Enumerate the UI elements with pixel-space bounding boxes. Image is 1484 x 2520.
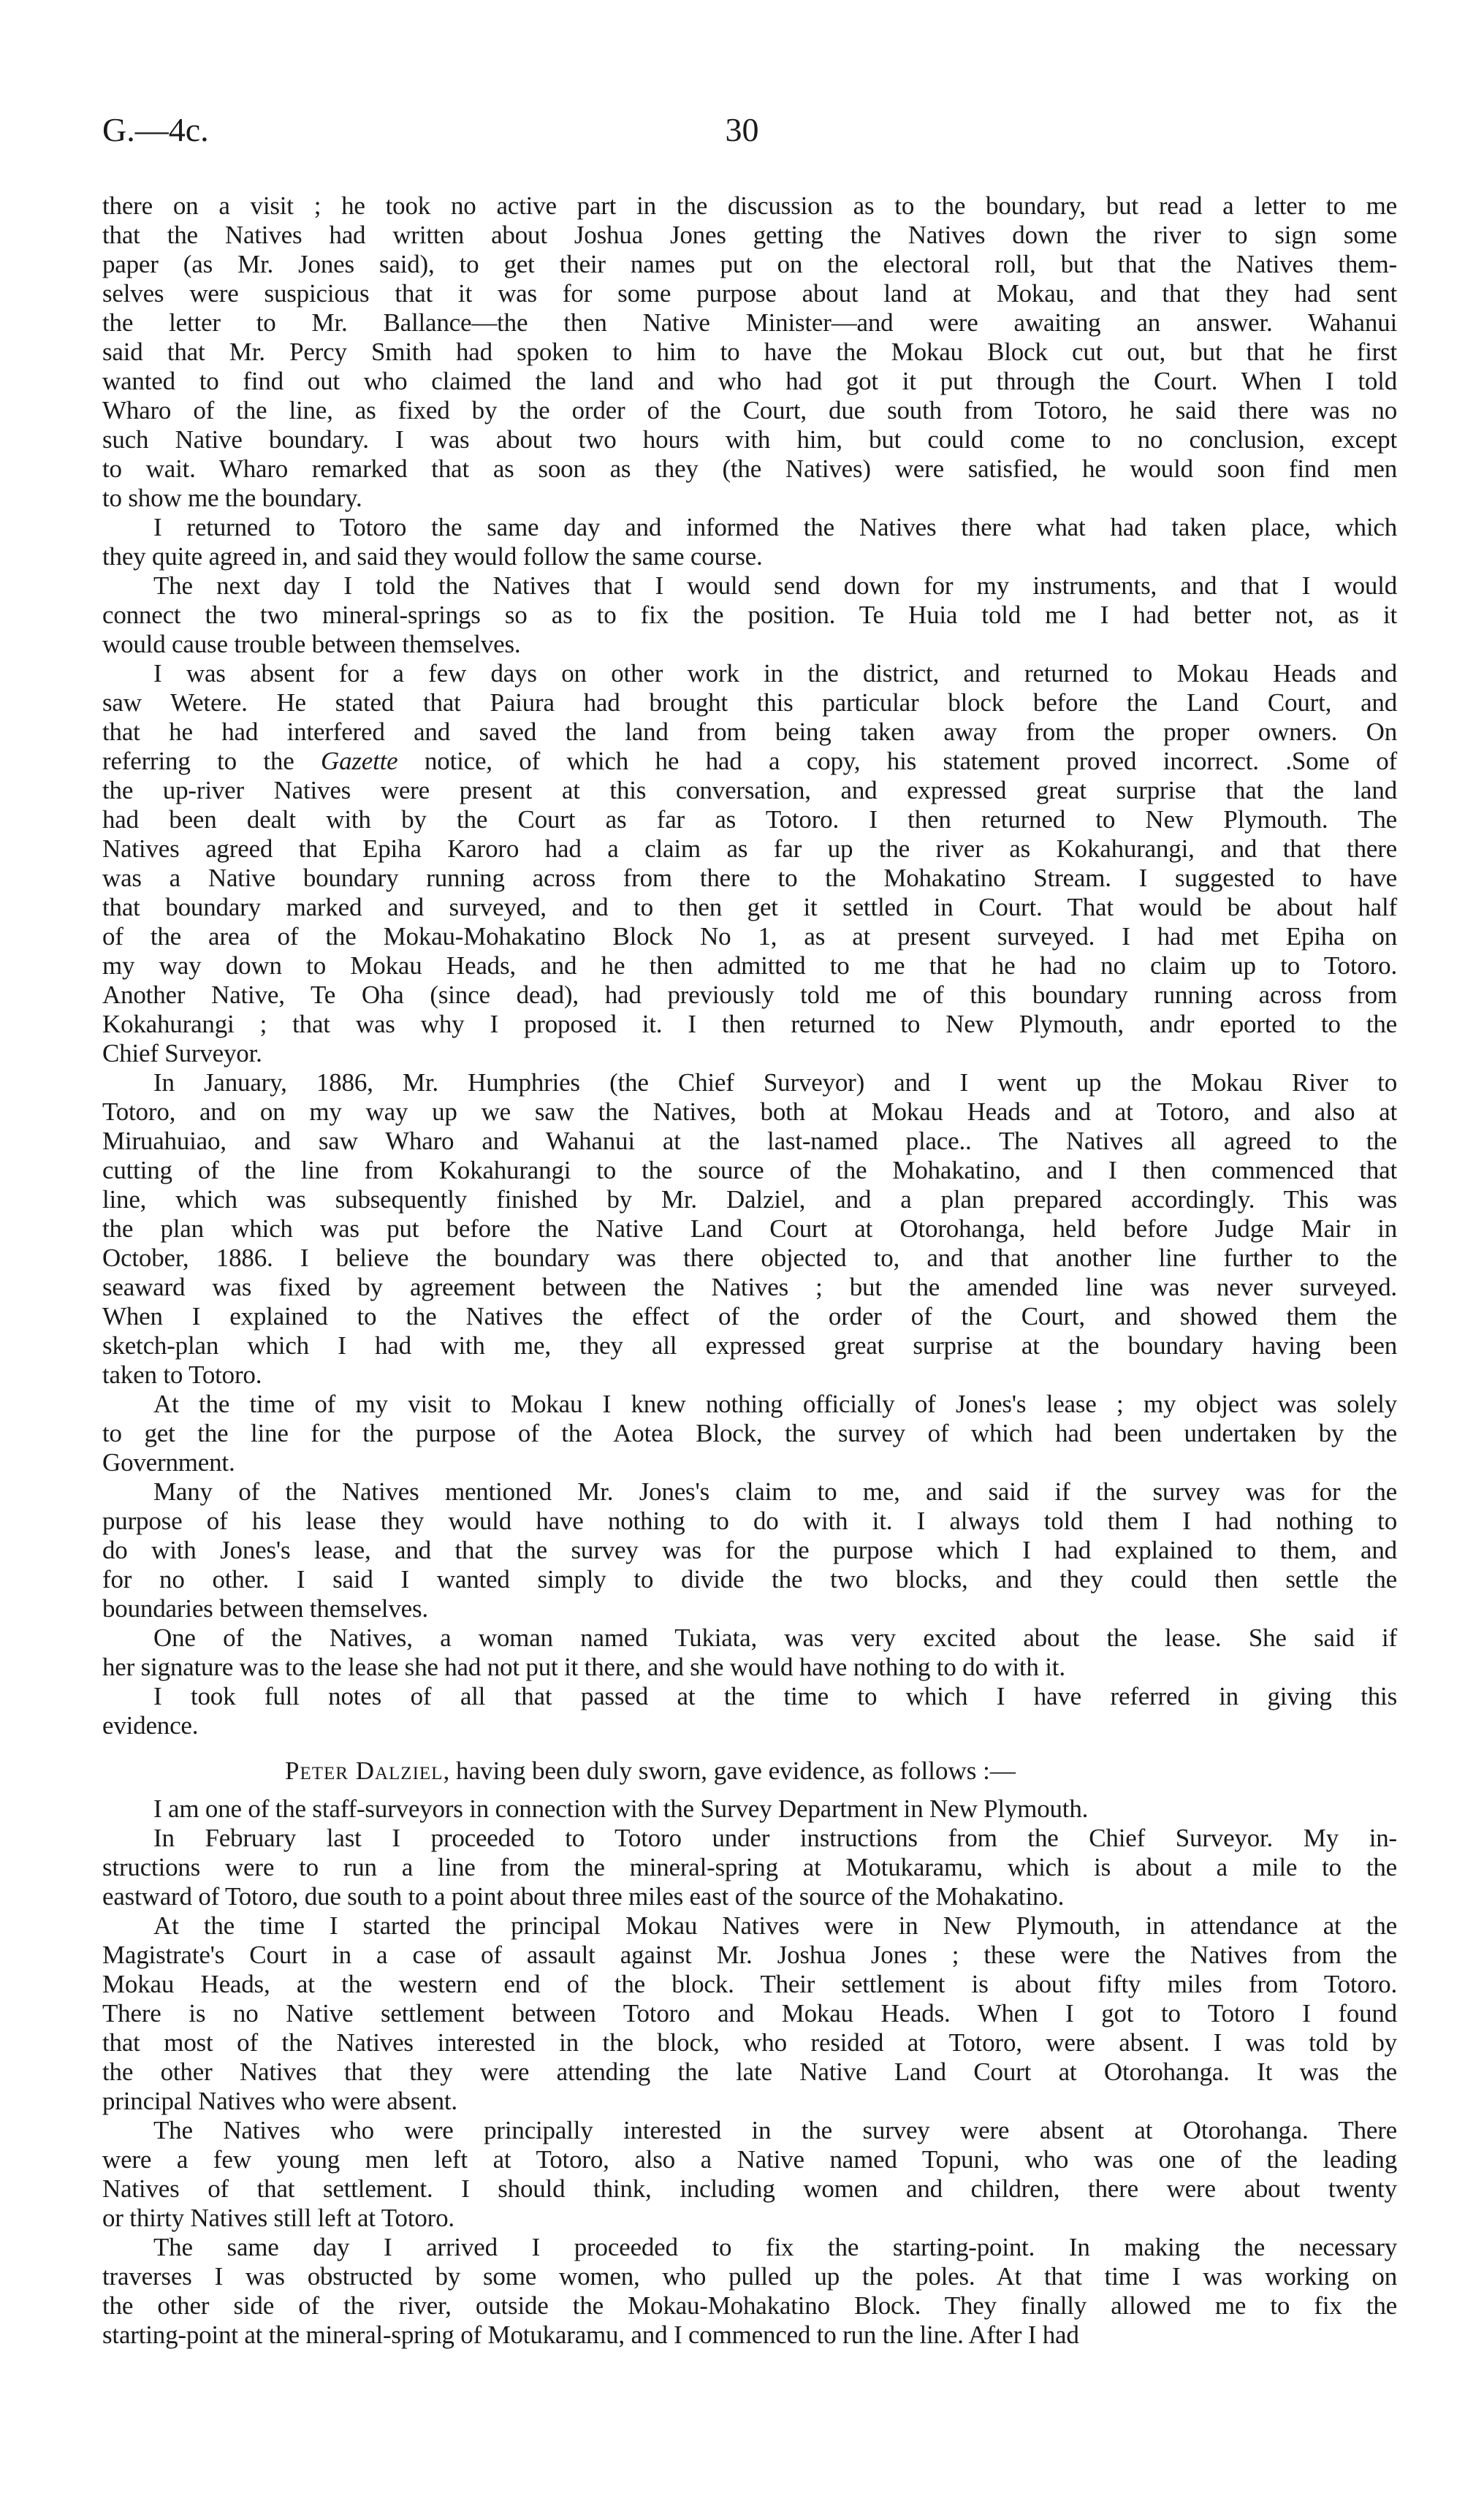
text-line: evidence. [102, 1711, 199, 1740]
text-line: selves were suspicious that it was for some purpose about land at Mokau, and that they had sent [102, 279, 1397, 308]
paragraph [102, 659, 1397, 1068]
paragraph [102, 1682, 1397, 1740]
text-line: that most of the Natives interested in the block, who resided at Totoro, were absent. I was told by [102, 2028, 1397, 2057]
text-line: they quite agreed in, and said they would follow the same course. [102, 542, 763, 571]
paragraph [102, 1068, 1397, 1390]
text-line: that he had interfered and saved the land from being taken away from the proper owners. On [102, 717, 1397, 746]
paragraph [102, 191, 1397, 513]
text-line: At the time of my visit to Mokau I knew nothing officially of Jones's lease ; my object was solely [153, 1390, 1397, 1418]
text-line: purpose of his lease they would have nothing to do with it. I always told them I had nothing to [102, 1507, 1397, 1535]
paragraph [102, 571, 1397, 659]
paragraph [102, 513, 1397, 571]
paragraph [102, 2116, 1397, 2233]
text-line: there on a visit ; he took no active part in the discussion as to the boundary, but read a letter to me [102, 191, 1397, 220]
paragraph [102, 1623, 1397, 1682]
text-segment: referring to the [102, 747, 321, 775]
text-line: would cause trouble between themselves. [102, 630, 521, 658]
text-line: Another Native, Te Oha (since dead), had previously told me of this boundary running across from [102, 981, 1397, 1009]
text-segment: notice, of which he had a copy, his statement proved incorrect. .Some of [397, 747, 1398, 775]
text-line: There is no Native settlement between Totoro and Mokau Heads. When I got to Totoro I found [102, 1999, 1397, 2028]
text-line: were a few young men left at Totoro, also a Native named Topuni, who was one of the leading [102, 2145, 1397, 2174]
text-line: was a Native boundary running across from there to the Mohakatino Stream. I suggested to have [102, 864, 1397, 892]
text-line [102, 747, 1397, 776]
paragraph [102, 1794, 1397, 1824]
text-line: line, which was subsequently finished by Mr. Dalziel, and a plan prepared accordingly. This was [102, 1185, 1397, 1214]
document-reference: G.—4c. [102, 111, 209, 148]
text-line: cutting of the line from Kokahurangi to the source of the Mohakatino, and I then commenced that [102, 1156, 1397, 1184]
text-line: The next day I told the Natives that I would send down for my instruments, and that I would [153, 571, 1397, 600]
text-line: taken to Totoro. [102, 1360, 262, 1389]
text-line: I was absent for a few days on other work in the district, and returned to Mokau Heads and [153, 659, 1397, 688]
italic-title: Gazette [321, 747, 398, 775]
text-line: The same day I arrived I proceeded to fix the starting-point. In making the necessary [153, 2233, 1397, 2261]
text-line: Wharo of the line, as fixed by the order of the Court, due south from Totoro, he said there was no [102, 396, 1397, 425]
paragraph [102, 1824, 1397, 1911]
text-line: Chief Surveyor. [102, 1039, 262, 1067]
testimony-part-2 [102, 1794, 1397, 2350]
text-line: to get the line for the purpose of the Aotea Block, the survey of which had been undertaken by the [102, 1419, 1397, 1447]
text-line: that the Natives had written about Joshua Jones getting the Natives down the river to sign some [102, 221, 1397, 249]
text-line: I am one of the staff-surveyors in connection with the Survey Department in New Plymouth. [153, 1794, 1089, 1823]
text-line: that boundary marked and surveyed, and to then get it settled in Court. That would be about half [102, 893, 1397, 921]
text-line: her signature was to the lease she had not put it there, and she would have nothing to do with it. [102, 1653, 1065, 1681]
paragraph [102, 1911, 1397, 2116]
text-line: boundaries between themselves. [102, 1594, 428, 1623]
text-line: wanted to find out who claimed the land and who had got it put through the Court. When I told [102, 367, 1397, 395]
text-line: When I explained to the Natives the effect of the order of the Court, and showed them the [102, 1302, 1397, 1331]
text-line: had been dealt with by the Court as far as Totoro. I then returned to New Plymouth. The [102, 805, 1397, 834]
text-line: One of the Natives, a woman named Tukiata, was very excited about the lease. She said if [153, 1623, 1397, 1652]
text-line: to show me the boundary. [102, 484, 362, 512]
text-line: connect the two mineral-springs so as to fix the position. Te Huia told me I had better not, as it [102, 601, 1397, 629]
text-line: Kokahurangi ; that was why I proposed it. I then returned to New Plymouth, andr eported to the [102, 1010, 1397, 1038]
page-number: 30 [725, 111, 759, 148]
text-line: Magistrate's Court in a case of assault against Mr. Joshua Jones ; these were the Natives from the [102, 1941, 1397, 1969]
text-line: the other side of the river, outside the Mokau-Mohakatino Block. They finally allowed me to fix the [102, 2291, 1397, 2320]
text-line: to wait. Wharo remarked that as soon as they (the Natives) were satisfied, he would soon find men [102, 454, 1397, 483]
text-line: structions were to run a line from the mineral-spring at Motukaramu, which is about a mile to the [102, 1853, 1397, 1881]
text-line: or thirty Natives still left at Totoro. [102, 2204, 454, 2232]
text-line: of the area of the Mokau-Mohakatino Block No 1, as at present surveyed. I had met Epiha on [102, 922, 1397, 951]
text-line: saw Wetere. He stated that Paiura had brought this particular block before the Land Court, and [102, 688, 1397, 717]
paragraph [102, 1390, 1397, 1477]
text-line: Government. [102, 1448, 235, 1477]
text-line: my way down to Mokau Heads, and he then admitted to me that he had no claim up to Totoro. [102, 951, 1397, 980]
text-line: Many of the Natives mentioned Mr. Jones's claim to me, and said if the survey was for the [153, 1477, 1397, 1506]
text-line: the up-river Natives were present at this conversation, and expressed great surprise that the land [102, 776, 1397, 804]
text-line: sketch-plan which I had with me, they all expressed great surprise at the boundary having been [102, 1331, 1397, 1360]
witness-heading [102, 1756, 1397, 1786]
text-line: I returned to Totoro the same day and informed the Natives there what had taken place, which [153, 513, 1397, 541]
text-line: Natives agreed that Epiha Karoro had a claim as far up the river as Kokahurangi, and that there [102, 834, 1397, 863]
text-line: Totoro, and on my way up we saw the Natives, both at Mokau Heads and at Totoro, and also at [102, 1097, 1397, 1126]
text-line: October, 1886. I believe the boundary was there objected to, and that another line further to the [102, 1244, 1397, 1272]
witness-heading-text: , having been duly sworn, gave evidence, as follows :— [443, 1756, 1016, 1785]
text-line: starting-point at the mineral-spring of Motukaramu, and I commenced to run the line. After I had [102, 2321, 1079, 2349]
text-line: said that Mr. Percy Smith had spoken to him to have the Mokau Block cut out, but that he first [102, 338, 1397, 366]
text-line: Mokau Heads, at the western end of the block. Their settlement is about fifty miles from Totoro. [102, 1970, 1397, 1998]
text-line: principal Natives who were absent. [102, 2087, 457, 2115]
text-line: the letter to Mr. Ballance—the then Native Minister—and were awaiting an answer. Wahanui [102, 308, 1397, 337]
text-line: do with Jones's lease, and that the survey was for the purpose which I had explained to them, and [102, 1536, 1397, 1564]
document-body [102, 191, 1397, 2350]
text-line: for no other. I said I wanted simply to divide the two blocks, and they could then settle the [102, 1565, 1397, 1594]
testimony-part-1 [102, 191, 1397, 1740]
paragraph [102, 1477, 1397, 1623]
text-line: At the time I started the principal Mokau Natives were in New Plymouth, in attendance at the [153, 1911, 1397, 1940]
text-line: paper (as Mr. Jones said), to get their names put on the electoral roll, but that the Natives them- [102, 250, 1397, 278]
text-line: I took full notes of all that passed at the time to which I have referred in giving this [153, 1682, 1397, 1710]
text-line: traverses I was obstructed by some women, who pulled up the poles. At that time I was working on [102, 2262, 1397, 2291]
text-line: such Native boundary. I was about two hours with him, but could come to no conclusion, except [102, 425, 1397, 454]
text-line: the plan which was put before the Native Land Court at Otorohanga, held before Judge Mair in [102, 1214, 1397, 1243]
text-line: Miruahuiao, and saw Wharo and Wahanui at the last-named place.. The Natives all agreed to the [102, 1127, 1397, 1155]
witness-name: Peter Dalziel [285, 1756, 444, 1785]
text-line: In January, 1886, Mr. Humphries (the Chief Surveyor) and I went up the Mokau River to [153, 1068, 1397, 1097]
text-line: Natives of that settlement. I should think, including women and children, there were about twenty [102, 2174, 1397, 2203]
text-line: seaward was fixed by agreement between the Natives ; but the amended line was never surveyed. [102, 1273, 1397, 1301]
text-line: the other Natives that they were attending the late Native Land Court at Otorohanga. It was the [102, 2058, 1397, 2086]
paragraph [102, 2233, 1397, 2350]
text-line: In February last I proceeded to Totoro under instructions from the Chief Surveyor. My in- [153, 1824, 1397, 1852]
text-line: eastward of Totoro, due south to a point about three miles east of the source of the Mohakatino. [102, 1882, 1065, 1911]
text-line: The Natives who were principally interested in the survey were absent at Otorohanga. There [153, 2116, 1397, 2144]
